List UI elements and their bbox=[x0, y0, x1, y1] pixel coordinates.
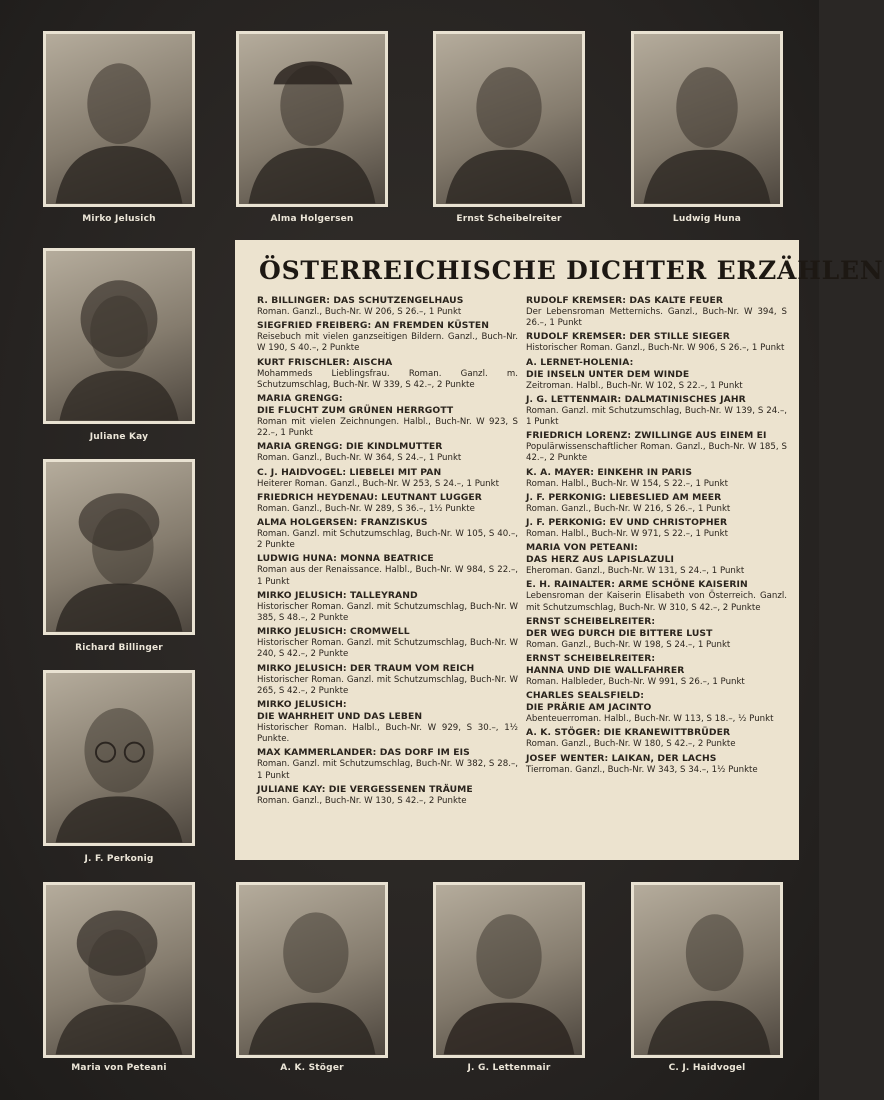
book-title: FRIEDRICH HEYDENAU: LEUTNANT LUGGER bbox=[257, 491, 482, 503]
book-description: Roman mit vielen Zeichnungen. Halbl., Buch-Nr. W 923, S 22.–, 1 Punkt bbox=[257, 417, 518, 439]
portrait-photo bbox=[43, 248, 195, 424]
portrait-photo bbox=[236, 31, 388, 207]
book-description: Zeitroman. Halbl., Buch-Nr. W 102, S 22.–, 1 Punkt bbox=[526, 380, 743, 391]
book-description: Roman. Ganzl. mit Schutzumschlag, Buch-Nr. W 139, S 24.–, 1 Punkt bbox=[526, 405, 787, 428]
book-entry bbox=[526, 430, 787, 464]
book-description: Eheroman. Ganzl., Buch-Nr. W 131, S 24.–, 1 Punkt bbox=[526, 566, 745, 577]
book-entry bbox=[257, 357, 518, 391]
book-list-panel bbox=[235, 240, 884, 860]
book-title: MIRKO JELUSICH: DIE WAHRHEIT UND DAS LEBEN bbox=[257, 699, 423, 723]
portrait-photo bbox=[43, 670, 195, 846]
portrait-caption: Mirko Jelusich bbox=[82, 214, 156, 224]
portrait-silhouette-icon bbox=[239, 34, 385, 204]
book-description: Abenteuerroman. Halbl., Buch-Nr. W 113, S 18.–, ½ Punkt bbox=[526, 714, 774, 725]
book-title: FRIEDRICH LORENZ: ZWILLINGE AUS EINEM EI bbox=[526, 430, 767, 442]
book-entry bbox=[526, 357, 787, 392]
portrait-caption: Maria von Peteani bbox=[71, 1063, 167, 1073]
book-description: Historischer Roman. Ganzl. mit Schutzumschlag, Buch-Nr. W 240, S 42.–, 2 Punkte bbox=[257, 638, 518, 660]
book-description: Roman aus der Renaissance. Halbl., Buch-Nr. W 984, S 22.–, 1 Punkt bbox=[257, 565, 518, 587]
portrait-silhouette-icon bbox=[46, 251, 192, 421]
book-entry bbox=[526, 579, 787, 613]
book-entry bbox=[526, 394, 787, 428]
book-entry bbox=[526, 542, 787, 577]
book-entry bbox=[526, 753, 787, 776]
book-entry bbox=[257, 320, 518, 354]
book-description: Historischer Roman. Halbl., Buch-Nr. W 929, S 30.–, 1½ Punkte. bbox=[257, 723, 518, 745]
book-list-right-column bbox=[526, 295, 787, 809]
book-title: KURT FRISCHLER: AISCHA bbox=[257, 356, 393, 368]
book-entry bbox=[526, 727, 787, 750]
book-title: K. A. MAYER: EINKEHR IN PARIS bbox=[526, 466, 693, 478]
portrait-silhouette-icon bbox=[46, 673, 192, 843]
portrait-photo bbox=[631, 882, 783, 1058]
book-title: MIRKO JELUSICH: TALLEYRAND bbox=[257, 589, 418, 601]
portrait-photo bbox=[433, 882, 585, 1058]
book-entry bbox=[526, 492, 787, 515]
page-heading: ÖSTERREICHISCHE DICHTER ERZÄHLEN bbox=[259, 256, 884, 285]
book-description: Roman. Halbl., Buch-Nr. W 154, S 22.–, 1 Punkt bbox=[526, 478, 728, 489]
book-description: Roman. Ganzl., Buch-Nr. W 180, S 42.–, 2 Punkte bbox=[526, 739, 736, 750]
book-title: ALMA HOLGERSEN: FRANZISKUS bbox=[257, 517, 428, 529]
book-title: RUDOLF KREMSER: DAS KALTE FEUER bbox=[526, 295, 724, 306]
portrait-caption: Juliane Kay bbox=[89, 432, 149, 442]
book-entry bbox=[526, 467, 787, 490]
portrait-silhouette-icon bbox=[436, 885, 582, 1055]
portrait-photo bbox=[236, 882, 388, 1058]
book-description: Roman. Ganzl., Buch-Nr. W 216, S 26.–, 1 Punkt bbox=[526, 503, 731, 514]
book-entry bbox=[257, 393, 518, 439]
portrait-silhouette-icon bbox=[634, 885, 780, 1055]
book-title: JULIANE KAY: DIE VERGESSENEN TRÄUME bbox=[257, 783, 473, 795]
portrait-photo bbox=[43, 31, 195, 207]
portrait-silhouette-icon bbox=[46, 34, 192, 204]
portrait-caption: Richard Billinger bbox=[75, 643, 163, 653]
book-title: MAX KAMMERLANDER: DAS DORF IM EIS bbox=[257, 747, 470, 759]
portrait-photo bbox=[631, 31, 783, 207]
book-title: E. H. RAINALTER: ARME SCHÖNE KAISERIN bbox=[526, 579, 748, 591]
book-title: MIRKO JELUSICH: CROMWELL bbox=[257, 626, 410, 638]
book-description: Roman. Ganzl., Buch-Nr. W 364, S 24.–, 1 Punkt bbox=[257, 453, 462, 464]
book-entry bbox=[526, 616, 787, 651]
book-title: MARIA GRENGG: DIE KINDLMUTTER bbox=[257, 441, 443, 453]
book-entry bbox=[257, 295, 518, 318]
book-description: Historischer Roman. Ganzl. mit Schutzumschlag, Buch-Nr. W 385, S 48.–, 2 Punkte bbox=[257, 601, 518, 624]
book-description: Mohammeds Lieblingsfrau. Roman. Ganzl. m. Schutzumschlag, Buch-Nr. W 339, S 42.–, 2 Punkte bbox=[257, 368, 518, 390]
book-title: MARIA VON PETEANI: DAS HERZ AUS LAPISLAZULI bbox=[526, 542, 675, 566]
book-description: Tierroman. Ganzl., Buch-Nr. W 343, S 34.–, 1½ Punkte bbox=[526, 764, 758, 775]
portrait-caption: J. F. Perkonig bbox=[84, 854, 154, 864]
book-entry bbox=[526, 690, 787, 725]
book-title: J. F. PERKONIG: LIEBESLIED AM MEER bbox=[526, 491, 722, 503]
book-entry bbox=[257, 517, 518, 551]
book-description: Roman. Ganzl. mit Schutzumschlag, Buch-Nr. W 382, S 28.–, 1 Punkt bbox=[257, 759, 518, 781]
book-title: ERNST SCHEIBELREITER: HANNA UND DIE WALLFAHRER bbox=[526, 653, 685, 677]
book-title: R. BILLINGER: DAS SCHUTZENGELHAUS bbox=[257, 295, 464, 306]
portrait-silhouette-icon bbox=[634, 34, 780, 204]
portrait-caption: J. G. Lettenmair bbox=[467, 1063, 551, 1073]
portrait-silhouette-icon bbox=[239, 885, 385, 1055]
book-entry bbox=[257, 590, 518, 624]
book-title: LUDWIG HUNA: MONNA BEATRICE bbox=[257, 553, 434, 565]
book-entry bbox=[257, 699, 518, 745]
book-title: A. K. STÖGER: DIE KRANEWITTBRÜDER bbox=[526, 727, 731, 739]
portrait-photo bbox=[433, 31, 585, 207]
book-entry bbox=[526, 331, 787, 354]
book-description: Roman. Halbl., Buch-Nr. W 971, S 22.–, 1 Punkt bbox=[526, 529, 728, 540]
portrait-caption: C. J. Haidvogel bbox=[668, 1063, 746, 1073]
book-title: C. J. HAIDVOGEL: LIEBELEI MIT PAN bbox=[257, 466, 442, 478]
book-entry bbox=[257, 553, 518, 587]
book-title: J. G. LETTENMAIR: DALMATINISCHES JAHR bbox=[526, 393, 746, 405]
portrait-photo bbox=[43, 882, 195, 1058]
book-entry bbox=[526, 517, 787, 540]
book-entry bbox=[257, 663, 518, 697]
book-entry bbox=[526, 295, 787, 329]
book-entry bbox=[257, 492, 518, 515]
book-description: Roman. Ganzl., Buch-Nr. W 198, S 24.–, 1 Punkt bbox=[526, 639, 731, 650]
book-entry bbox=[526, 653, 787, 688]
book-title: RUDOLF KREMSER: DER STILLE SIEGER bbox=[526, 331, 730, 343]
book-description: Roman. Ganzl., Buch-Nr. W 206, S 26.–, 1 Punkt bbox=[257, 307, 462, 317]
book-title: JOSEF WENTER: LAIKAN, DER LACHS bbox=[526, 752, 717, 764]
portrait-caption: Ludwig Huna bbox=[672, 214, 742, 224]
portrait-silhouette-icon bbox=[436, 34, 582, 204]
portrait-silhouette-icon bbox=[46, 885, 192, 1055]
book-description: Roman. Halbleder, Buch-Nr. W 991, S 26.–, 1 Punkt bbox=[526, 677, 745, 688]
portrait-caption: Alma Holgersen bbox=[270, 214, 354, 224]
book-description: Heiterer Roman. Ganzl., Buch-Nr. W 253, S 24.–, 1 Punkt bbox=[257, 478, 499, 489]
book-title: A. LERNET-HOLENIA: DIE INSELN UNTER DEM WINDE bbox=[526, 356, 690, 380]
book-description: Roman. Ganzl., Buch-Nr. W 289, S 36.–, 1½ Punkte bbox=[257, 503, 475, 514]
book-entry bbox=[257, 747, 518, 781]
book-description: Historischer Roman. Ganzl., Buch-Nr. W 906, S 26.–, 1 Punkt bbox=[526, 343, 785, 354]
book-description: Roman. Ganzl. mit Schutzumschlag, Buch-Nr. W 105, S 40.–, 2 Punkte bbox=[257, 529, 518, 551]
book-description: Lebensroman der Kaiserin Elisabeth von Österreich. Ganzl. mit Schutzumschlag, Buch-Nr. W 310, S 42.–, 2 Punkte bbox=[526, 591, 787, 613]
book-list-left-column bbox=[257, 295, 518, 809]
book-entry bbox=[257, 441, 518, 464]
book-title: MIRKO JELUSICH: DER TRAUM VOM REICH bbox=[257, 662, 475, 674]
portrait-silhouette-icon bbox=[46, 462, 192, 632]
book-entry bbox=[257, 784, 518, 807]
book-description: Historischer Roman. Ganzl. mit Schutzumschlag, Buch-Nr. W 265, S 42.–, 2 Punkte bbox=[257, 674, 518, 696]
portrait-caption: A. K. Stöger bbox=[280, 1063, 344, 1073]
book-title: J. F. PERKONIG: EV UND CHRISTOPHER bbox=[526, 517, 728, 529]
book-entry bbox=[257, 467, 518, 490]
book-title: CHARLES SEALSFIELD: DIE PRÄRIE AM JACINTO bbox=[526, 690, 652, 714]
portrait-caption: Ernst Scheibelreiter bbox=[456, 214, 562, 224]
book-description: Der Lebensroman Metternichs. Ganzl., Buch-Nr. W 394, S 26.–, 1 Punkt bbox=[526, 307, 787, 329]
book-title: ERNST SCHEIBELREITER: DER WEG DURCH DIE BITTERE LUST bbox=[526, 615, 713, 639]
book-title: SIEGFRIED FREIBERG: AN FREMDEN KÜSTEN bbox=[257, 320, 490, 332]
book-description: Roman. Ganzl., Buch-Nr. W 130, S 42.–, 2 Punkte bbox=[257, 795, 467, 806]
book-description: Reisebuch mit vielen ganzseitigen Bildern. Ganzl., Buch-Nr. W 190, S 40.–, 2 Punkte bbox=[257, 332, 518, 354]
book-entry bbox=[257, 626, 518, 660]
book-title: MARIA GRENGG: DIE FLUCHT ZUM GRÜNEN HERRGOTT bbox=[257, 393, 454, 417]
portrait-photo bbox=[43, 459, 195, 635]
book-description: Populärwissenschaftlicher Roman. Ganzl., Buch-Nr. W 185, S 42.–, 2 Punkte bbox=[526, 442, 787, 464]
